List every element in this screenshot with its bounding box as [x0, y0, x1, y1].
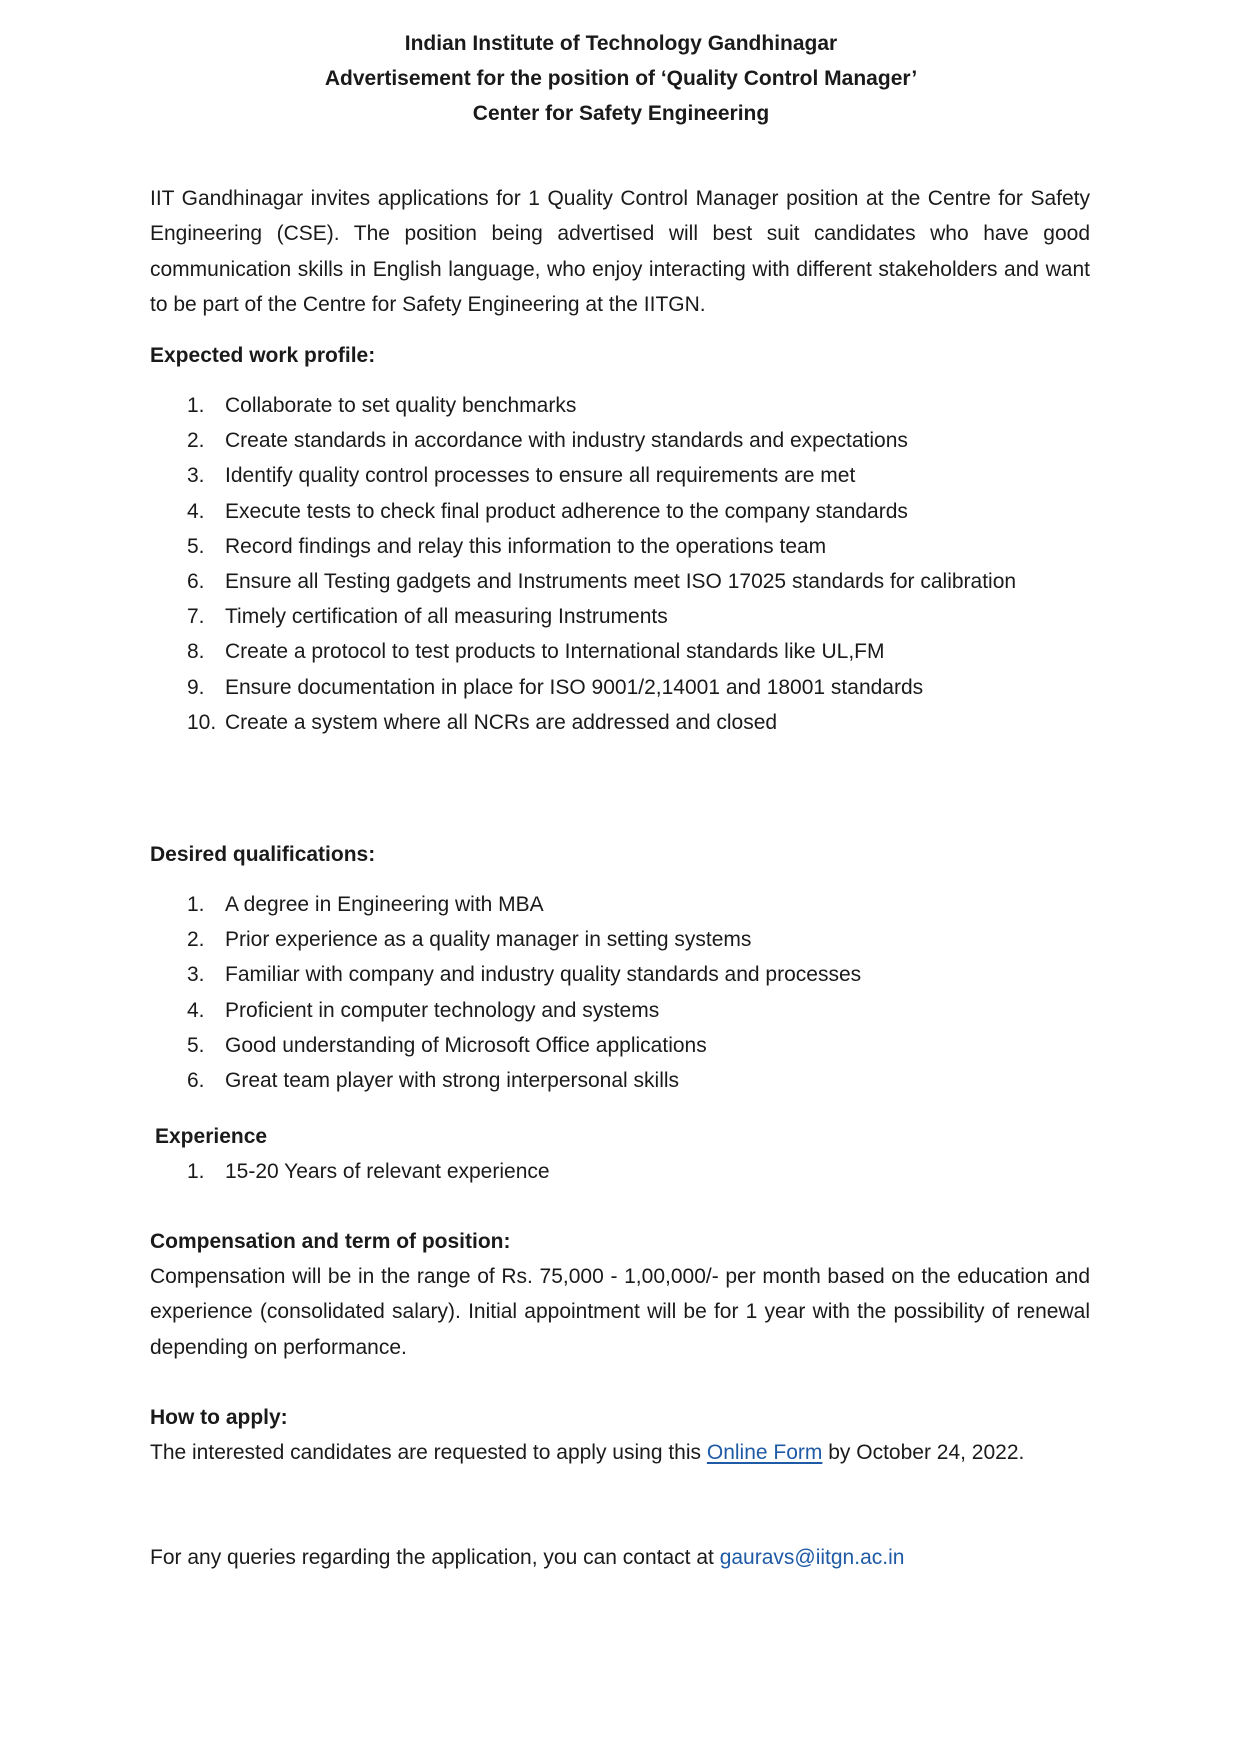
qualifications-heading: Desired qualifications: [150, 843, 376, 866]
contact-paragraph: For any queries regarding the application, you can contact at gauravs@iitgn.ac.in [150, 1546, 905, 1569]
list-item: 10. Create a system where all NCRs are addressed and closed [187, 710, 778, 734]
work-profile-list [150, 388, 1090, 740]
list-item: 5. Good understanding of Microsoft Office applications [187, 1033, 707, 1057]
work-profile-section [150, 338, 1090, 740]
list-item: 9. Ensure documentation in place for ISO 9001/2,14001 and 18001 standards [187, 675, 924, 699]
work-profile-heading: Expected work profile: [150, 344, 376, 367]
list-item: 5. Record findings and relay this information to the operations team [187, 534, 827, 558]
list-item: 8. Create a protocol to test products to International standards like UL,FM [187, 640, 885, 664]
experience-heading: Experience [155, 1125, 268, 1148]
document-header [0, 26, 1242, 131]
list-item: 1. A degree in Engineering with MBA [187, 893, 544, 916]
apply-paragraph: The interested candidates are requested to apply using this Online Form by October 24, 2022. [150, 1441, 1025, 1464]
compensation-section [150, 1224, 1090, 1365]
list-item: 4. Proficient in computer technology and systems [187, 998, 660, 1022]
online-form-link[interactable]: Online Form [706, 1441, 823, 1464]
center-name: Center for Safety Engineering [472, 102, 770, 125]
qualifications-section [150, 837, 1090, 1098]
qualifications-list [150, 887, 1090, 1098]
advertisement-title: Advertisement for the position of ‘Quality Control Manager’ [324, 67, 918, 90]
contact-section [150, 1540, 1090, 1575]
list-item: 4. Execute tests to check final product adherence to the company standards [187, 499, 908, 523]
list-item: 7. Timely certification of all measuring Instruments [187, 605, 668, 629]
experience-list [150, 1154, 1090, 1189]
contact-email-link[interactable]: gauravs@iitgn.ac.in [719, 1546, 905, 1569]
list-item: 1. Collaborate to set quality benchmarks [187, 394, 577, 417]
institute-name: Indian Institute of Technology Gandhinagar [404, 32, 838, 55]
apply-heading: How to apply: [150, 1406, 288, 1429]
list-item: 6. Great team player with strong interpersonal skills [187, 1069, 680, 1093]
list-item: 6. Ensure all Testing gadgets and Instruments meet ISO 17025 standards for calibration [187, 570, 1017, 594]
list-item: 1. 15-20 Years of relevant experience [187, 1160, 550, 1183]
list-item: 2. Create standards in accordance with industry standards and expectations [187, 429, 908, 453]
experience-section [150, 1119, 1090, 1189]
intro-paragraph: IIT Gandhinagar invites applications for 1 Quality Control Manager position at the Centre for Safety Engineering (CSE). The position being advertised will best suit candidates who have good communication skills in English language, who enjoy interacting with different stakeholders and want to be part of the Centre for Safety Engineering at the IITGN. [150, 187, 1090, 316]
list-item: 2. Prior experience as a quality manager in setting systems [187, 928, 752, 952]
intro-section [150, 181, 1090, 322]
list-item: 3. Identify quality control processes to ensure all requirements are met [187, 464, 856, 488]
compensation-paragraph: Compensation will be in the range of Rs. 75,000 - 1,00,000/- per month based on the education and experience (consolidated salary). Initial appointment will be for 1 year with the possibility of renewal depending on performance. [150, 1265, 1090, 1359]
apply-section [150, 1400, 1090, 1470]
compensation-heading: Compensation and term of position: [150, 1230, 511, 1253]
list-item: 3. Familiar with company and industry quality standards and processes [187, 963, 862, 987]
